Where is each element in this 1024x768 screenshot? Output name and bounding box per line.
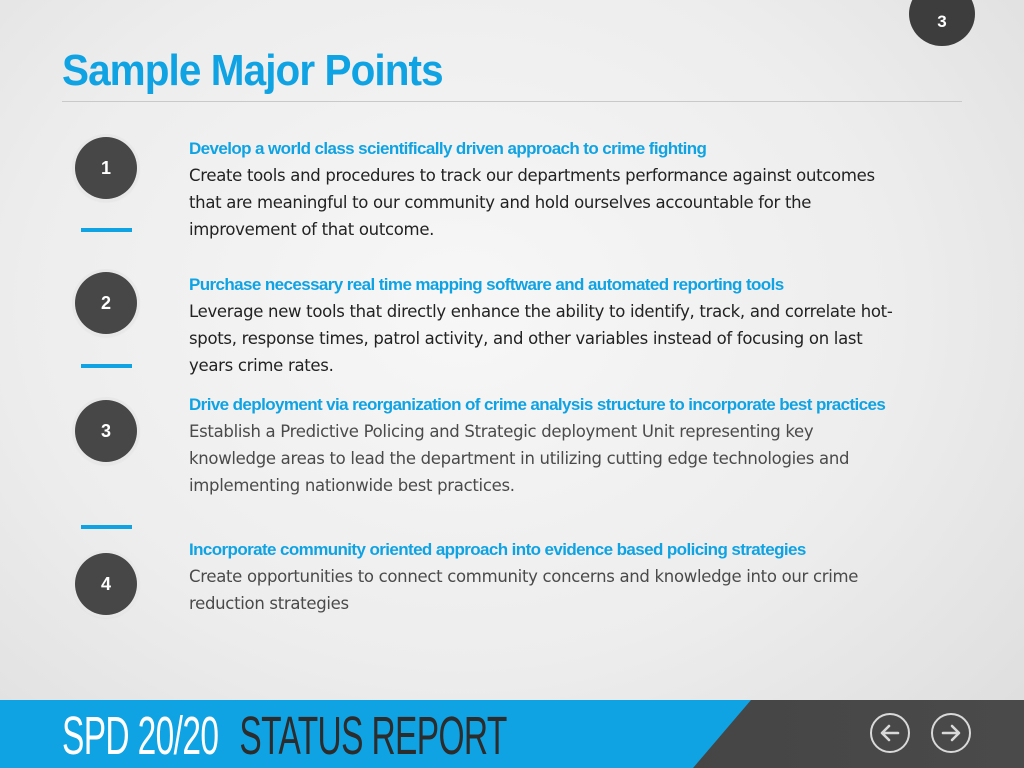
next-slide-button[interactable] [931,713,971,753]
point-heading: Purchase necessary real time mapping software and automated reporting tools [189,275,784,294]
point-body: Leverage new tools that directly enhance the ability to identify, track, and correlate hot-spots, response times, patrol activity, and other variables instead of focusing on last years crime rates. [189,302,893,375]
point-body: Establish a Predictive Policing and Strategic deployment Unit representing key knowledge areas to lead the department in utilizing cutting edge technologies and implementing nationwide best practices. [189,422,850,495]
point-separator [81,364,132,368]
point-heading: Develop a world class scientifically driven approach to crime fighting [189,139,707,158]
page-number-badge: 3 [909,0,975,46]
point-number-3: 3 [75,400,137,462]
point-heading: Incorporate community oriented approach into evidence based policing strategies [189,540,806,559]
point-item-4 [189,536,904,617]
point-heading: Drive deployment via reorganization of crime analysis structure to incorporate best practices [189,395,886,414]
arrow-right-icon [939,721,963,745]
slide-title: Sample Major Points [62,46,443,95]
point-separator [81,525,132,529]
point-number-4: 4 [75,553,137,615]
arrow-left-icon [878,721,902,745]
point-number-2: 2 [75,272,137,334]
point-item-2 [189,271,904,379]
brand-secondary: STATUS REPORT [239,706,507,766]
title-divider [62,101,962,102]
point-item-1 [189,135,904,243]
point-body: Create opportunities to connect community concerns and knowledge into our crime reduction strategies [189,567,859,613]
brand-primary: SPD 20/20 [62,706,219,766]
point-separator [81,228,132,232]
footer-brand [62,704,507,768]
previous-slide-button[interactable] [870,713,910,753]
point-item-3 [189,391,889,499]
point-number-1: 1 [75,137,137,199]
point-body: Create tools and procedures to track our departments performance against outcomes that are meaningful to our community and hold ourselves accountable for the improvement of that outcome. [189,166,875,239]
